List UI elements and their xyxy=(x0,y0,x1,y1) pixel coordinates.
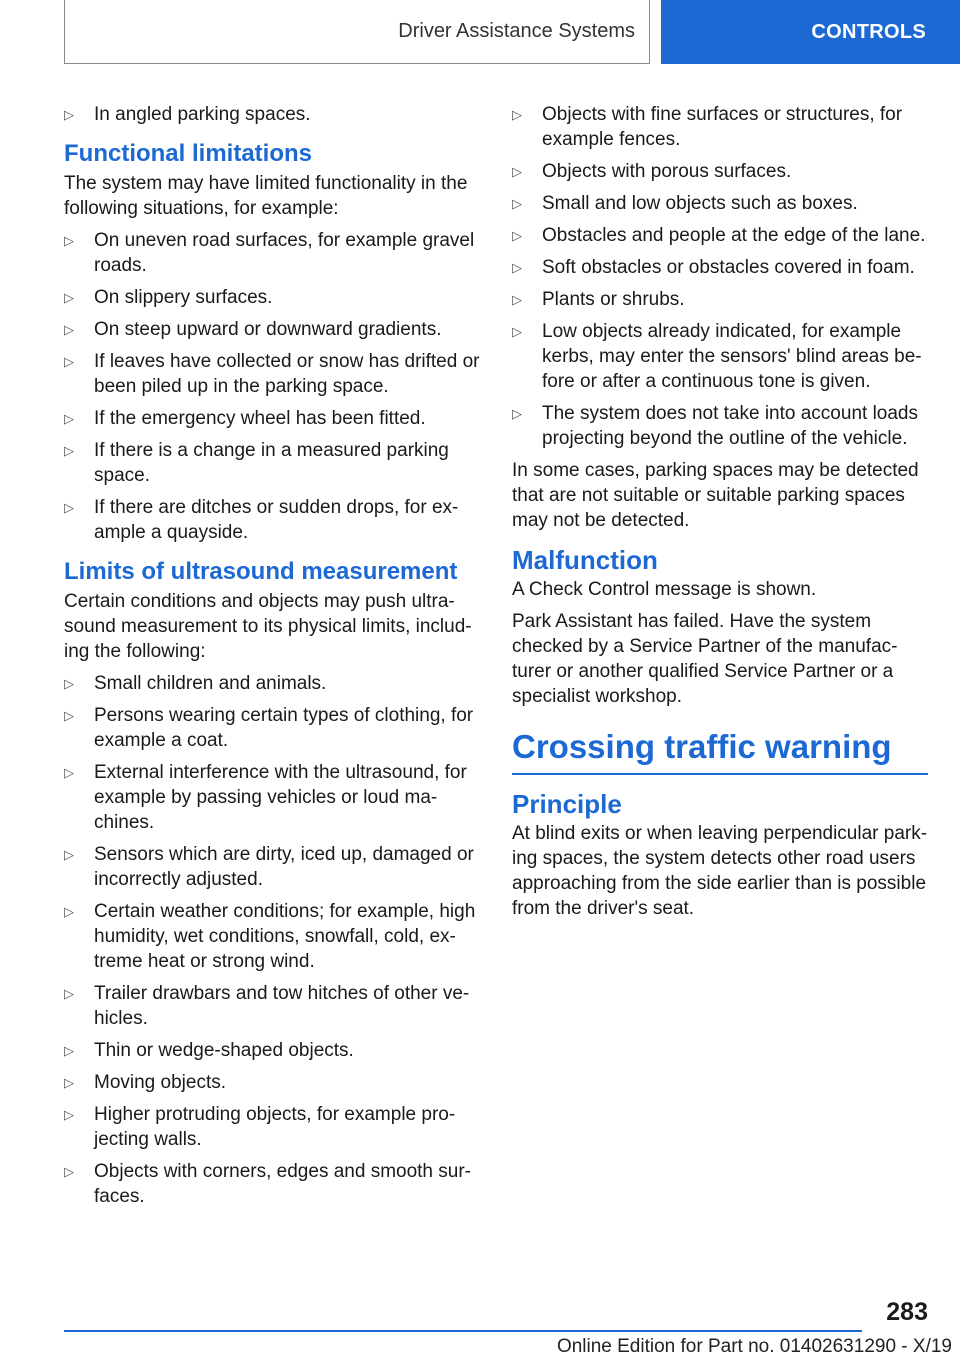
bullet-triangle-icon: ▷ xyxy=(64,1043,74,1058)
header-chapter-title: CONTROLS xyxy=(811,20,926,43)
list-item-text: Objects with fine surfaces or structures, for example fences. xyxy=(542,104,903,150)
crossing-traffic-title: Crossing traffic warning xyxy=(512,728,892,765)
list-item xyxy=(512,255,928,280)
list-item xyxy=(64,228,480,278)
list-item-text: Plants or shrubs. xyxy=(542,289,685,310)
list-item-text: Objects with corners, edges and smooth sur‐ faces. xyxy=(94,1161,472,1207)
intro-bullet-list xyxy=(64,102,480,127)
list-item xyxy=(64,349,480,399)
malfunction-message: A Check Control message is shown. xyxy=(512,579,817,600)
list-item-text: Low objects already indicated, for example kerbs, may enter the sensors' blind areas be‐ fore or after a continuous tone is given. xyxy=(542,321,922,392)
list-item xyxy=(64,671,480,696)
ultrasound-limits-list-continued xyxy=(512,102,928,451)
list-item-text: Soft obstacles or obstacles covered in foam. xyxy=(542,257,915,278)
list-item-text: If the emergency wheel has been fitted. xyxy=(94,408,426,429)
functional-limitations-heading: Functional limitations xyxy=(64,140,313,167)
list-item-text: The system does not take into account loads projecting beyond the outline of the vehicle. xyxy=(542,403,918,449)
list-item-text: Persons wearing certain types of clothing, for example a coat. xyxy=(94,705,474,751)
list-item xyxy=(512,223,928,248)
bullet-triangle-icon: ▷ xyxy=(64,443,74,458)
malfunction-instructions: Park Assistant has failed. Have the system checked by a Service Partner of the manufac‐ turer or another qualified Service Partner or a specialist workshop. xyxy=(512,611,898,707)
ultrasound-limits-heading: Limits of ultrasound measurement xyxy=(64,558,458,585)
bullet-triangle-icon: ▷ xyxy=(512,107,522,122)
header-chapter-tab xyxy=(661,0,960,64)
list-item-text: Thin or wedge-shaped objects. xyxy=(94,1040,354,1061)
footer-divider xyxy=(64,1330,862,1332)
right-column xyxy=(512,102,928,928)
crossing-traffic-title-block xyxy=(512,727,928,775)
bullet-triangle-icon: ▷ xyxy=(64,107,74,122)
bullet-triangle-icon: ▷ xyxy=(64,354,74,369)
bullet-triangle-icon: ▷ xyxy=(64,1107,74,1122)
list-item-text: Certain weather conditions; for example, high humidity, wet conditions, snowfall, cold, ex‐ treme heat or strong wind. xyxy=(94,901,476,972)
footer-edition: Online Edition for Part no. 01402631290 - X/19 xyxy=(556,1336,952,1357)
list-item xyxy=(64,1102,480,1152)
functional-limitations-list xyxy=(64,228,480,545)
bullet-triangle-icon: ▷ xyxy=(64,411,74,426)
principle-heading: Principle xyxy=(512,789,622,819)
list-item xyxy=(512,401,928,451)
list-item-text: Objects with porous surfaces. xyxy=(542,161,792,182)
list-item-text: On slippery surfaces. xyxy=(94,287,273,308)
list-item xyxy=(64,842,480,892)
list-item xyxy=(512,191,928,216)
list-item-text: Higher protruding objects, for example pro‐ jecting walls. xyxy=(94,1104,456,1150)
list-item xyxy=(512,287,928,312)
header-section-title: Driver Assistance Systems xyxy=(398,20,635,42)
list-item xyxy=(64,1159,480,1209)
parking-space-detection-note: In some cases, parking spaces may be detected that are not suitable or suitable parking spaces may not be detected. xyxy=(512,460,919,531)
list-item-text: On uneven road surfaces, for example gravel roads. xyxy=(94,230,475,276)
list-item xyxy=(64,760,480,835)
functional-limitations-intro: The system may have limited functionality in the following situations, for example: xyxy=(64,173,468,219)
bullet-triangle-icon: ▷ xyxy=(512,406,522,421)
bullet-triangle-icon: ▷ xyxy=(64,1075,74,1090)
bullet-triangle-icon: ▷ xyxy=(512,196,522,211)
bullet-triangle-icon: ▷ xyxy=(64,986,74,1001)
bullet-triangle-icon: ▷ xyxy=(512,228,522,243)
bullet-triangle-icon: ▷ xyxy=(64,322,74,337)
list-item xyxy=(64,899,480,974)
list-item-text: Small and low objects such as boxes. xyxy=(542,193,858,214)
bullet-triangle-icon: ▷ xyxy=(64,1164,74,1179)
list-item xyxy=(64,102,480,127)
list-item xyxy=(64,1070,480,1095)
list-item-text: If there are ditches or sudden drops, for ex‐ ample a quayside. xyxy=(94,497,459,543)
bullet-triangle-icon: ▷ xyxy=(512,292,522,307)
list-item xyxy=(64,981,480,1031)
list-item xyxy=(64,1038,480,1063)
list-item xyxy=(512,319,928,394)
list-item xyxy=(512,102,928,152)
ultrasound-limits-list xyxy=(64,671,480,1209)
bullet-triangle-icon: ▷ xyxy=(512,324,522,339)
ultrasound-limits-intro: Certain conditions and objects may push ultra‐ sound measurement to its physical limits, includ‐ ing the following: xyxy=(64,591,472,662)
list-item-text: Small children and animals. xyxy=(94,673,327,694)
bullet-triangle-icon: ▷ xyxy=(64,904,74,919)
bullet-triangle-icon: ▷ xyxy=(64,765,74,780)
list-item xyxy=(64,495,480,545)
page-number: 283 xyxy=(886,1298,928,1326)
list-item-text: External interference with the ultrasound, for example by passing vehicles or loud ma‐ chines. xyxy=(94,762,467,833)
list-item-text: If leaves have collected or snow has drifted or been piled up in the parking space. xyxy=(94,351,480,397)
bullet-triangle-icon: ▷ xyxy=(64,708,74,723)
bullet-triangle-icon: ▷ xyxy=(64,290,74,305)
list-item-text: On steep upward or downward gradients. xyxy=(94,319,442,340)
list-item-text: In angled parking spaces. xyxy=(94,104,311,125)
bullet-triangle-icon: ▷ xyxy=(512,260,522,275)
list-item-text: Moving objects. xyxy=(94,1072,227,1093)
list-item xyxy=(64,703,480,753)
list-item-text: If there is a change in a measured parking space. xyxy=(94,440,449,486)
list-item xyxy=(64,317,480,342)
header-section-tab xyxy=(64,0,650,64)
principle-text: At blind exits or when leaving perpendicular park‐ ing spaces, the system detects other road users approaching from the side earlier than is possible from the driver's seat. xyxy=(512,823,928,919)
list-item-text: Trailer drawbars and tow hitches of other ve‐ hicles. xyxy=(94,983,470,1029)
malfunction-heading: Malfunction xyxy=(512,545,658,575)
list-item xyxy=(64,438,480,488)
left-column xyxy=(64,102,480,1216)
list-item-text: Sensors which are dirty, iced up, damaged or incorrectly adjusted. xyxy=(94,844,474,890)
bullet-triangle-icon: ▷ xyxy=(512,164,522,179)
bullet-triangle-icon: ▷ xyxy=(64,500,74,515)
bullet-triangle-icon: ▷ xyxy=(64,847,74,862)
list-item-text: Obstacles and people at the edge of the lane. xyxy=(542,225,926,246)
list-item xyxy=(512,159,928,184)
bullet-triangle-icon: ▷ xyxy=(64,676,74,691)
list-item xyxy=(64,285,480,310)
bullet-triangle-icon: ▷ xyxy=(64,233,74,248)
list-item xyxy=(64,406,480,431)
